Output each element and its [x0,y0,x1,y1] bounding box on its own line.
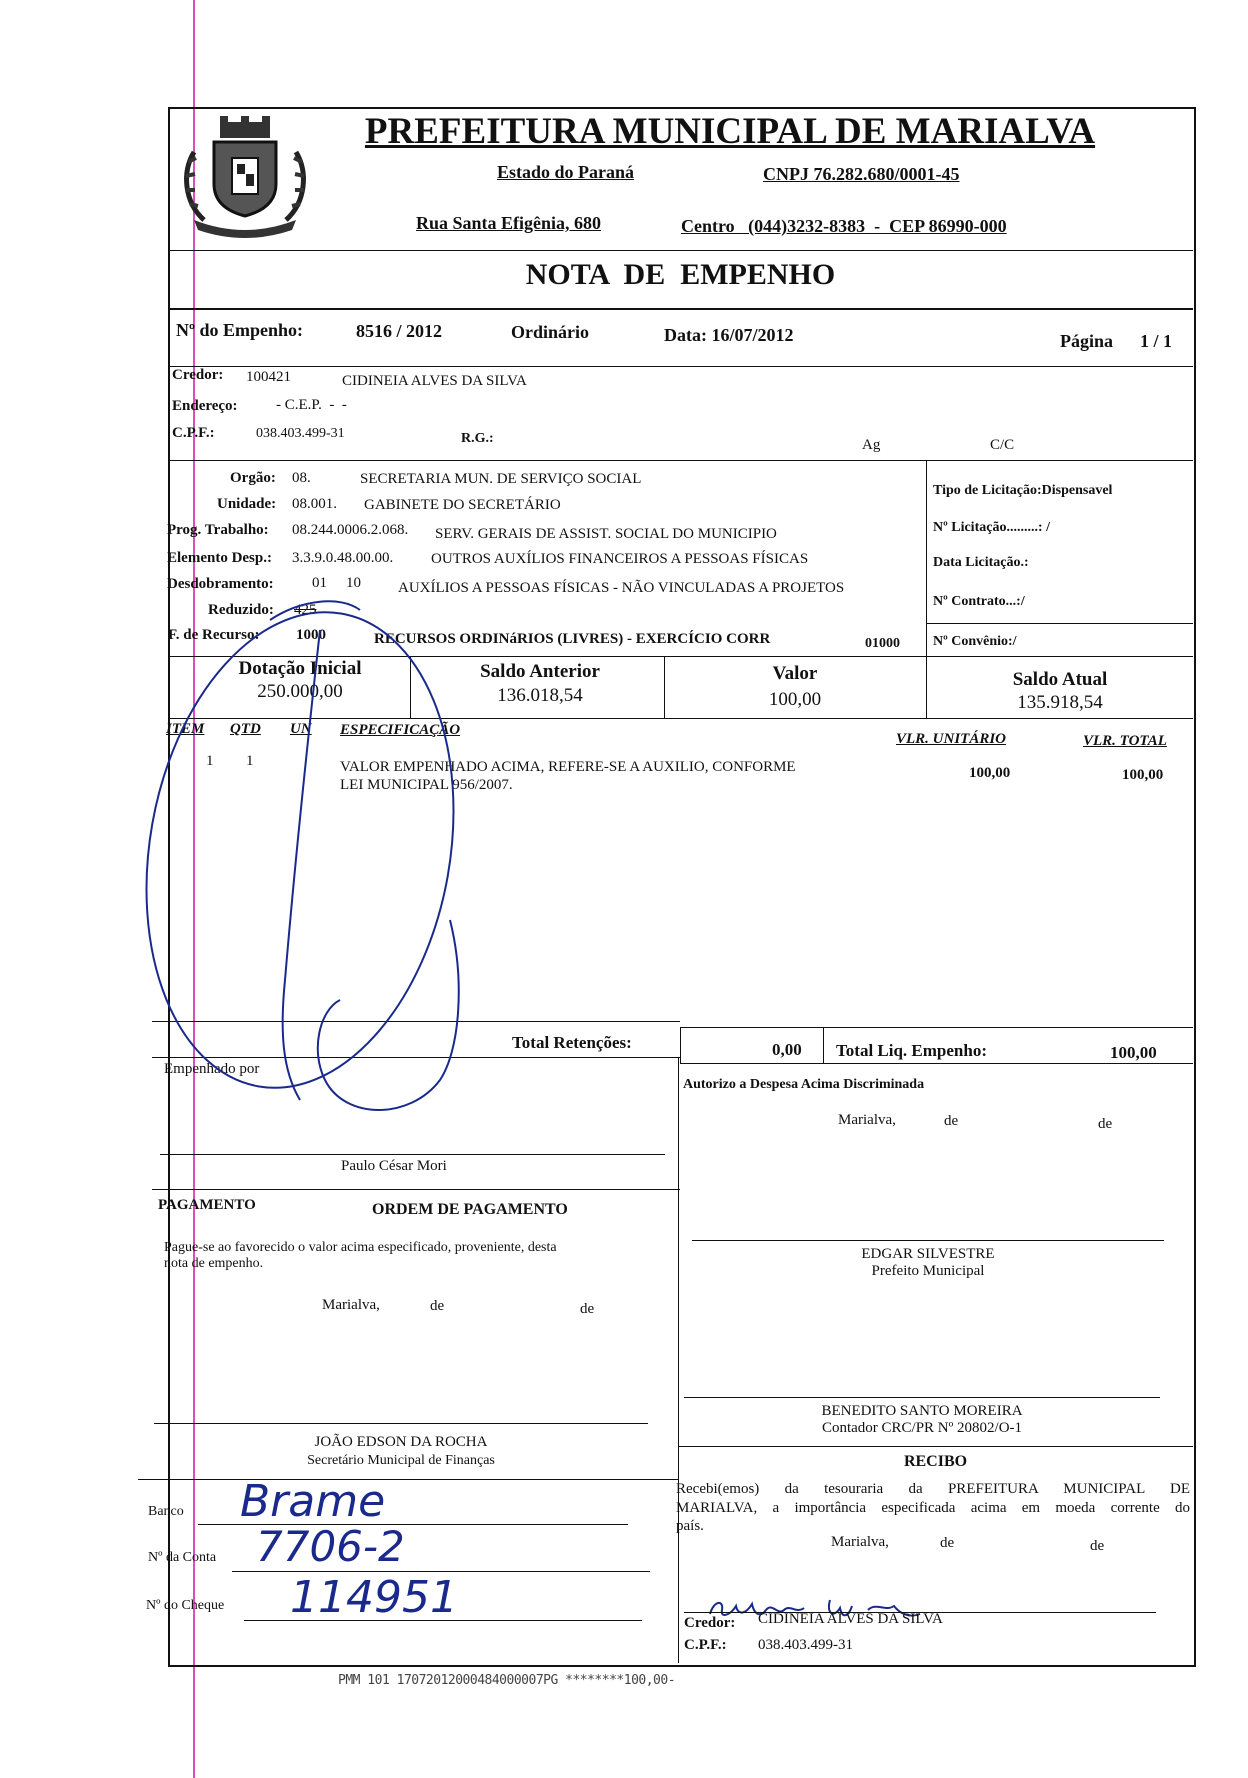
empenho-number: 8516 / 2012 [356,321,443,341]
empenho-type: Ordinário [511,322,590,342]
col-header-item: ITEM [166,721,205,737]
credor-code: 100421 [246,369,291,385]
banco-handwritten: Brame [240,1476,386,1527]
recibo-cpf-value: 038.403.499-31 [758,1637,853,1653]
orgao-label: Orgão: [230,470,276,486]
item-number: 1 [206,753,214,769]
reduzido-label: Reduzido: [208,602,274,618]
prog-trabalho-desc: SERV. GERAIS DE ASSIST. SOCIAL DO MUNICIPIO [435,526,777,542]
desdobramento-code2: 10 [346,575,361,591]
item-spec-line2: LEI MUNICIPAL 956/2007. [340,777,513,793]
total-retencoes-value: 0,00 [772,1040,802,1059]
recurso-code2: 01000 [865,636,900,651]
col-header-un: UN [290,721,312,737]
dotacao-label: Dotação Inicial [238,658,362,679]
cheque-label: Nº do Cheque [146,1598,225,1613]
cheque-handwritten: 114951 [290,1572,458,1623]
unidade-desc: GABINETE DO SECRETÁRIO [364,497,561,513]
recurso-code: 1000 [296,627,326,643]
saldo-atual-value: 135.918,54 [1017,692,1103,713]
total-liquido-label: Total Liq. Empenho: [836,1041,987,1060]
data-licitacao: Data Licitação.: [933,555,1029,570]
street-address: Rua Santa Efigênia, 680 [416,213,602,233]
credor-name: CIDINEIA ALVES DA SILVA [342,373,527,389]
recibo-place: Marialva, [831,1534,889,1550]
pagamento-text-line1: Pague-se ao favorecido o valor acima especificado, proveniente, desta [164,1240,557,1255]
conta-handwritten: 7706-2 [256,1522,405,1571]
total-retencoes-label: Total Retenções: [512,1033,632,1052]
empenhado-por-name: Paulo César Mori [341,1158,447,1174]
elemento-code: 3.3.9.0.48.00.00. [292,550,394,566]
empenho-label: Nº do Empenho: [176,320,303,340]
cpf-value: 038.403.499-31 [256,426,345,441]
numero-contrato: Nº Contrato...:/ [933,594,1025,609]
empenho-date: Data: 16/07/2012 [664,325,794,345]
recibo-credor-value: CIDINEIA ALVES DA SILVA [758,1611,943,1627]
pagamento-de1: de [430,1298,445,1314]
autorizo-de2: de [1098,1116,1113,1132]
recibo-text-line1: Recebi(emos) da tesouraria da PREFEITURA MUNICIPAL DE [676,1481,1190,1497]
numero-licitacao: Nº Licitação.........: / [933,520,1050,535]
conta-label: Nº da Conta [148,1550,217,1565]
unidade-code: 08.001. [292,496,337,512]
municipality-title: PREFEITURA MUNICIPAL DE MARIALVA [364,111,1096,152]
recibo-text-line3: país. [676,1518,704,1534]
endereco-value: - C.E.P. - - [276,397,347,413]
col-header-qtd: QTD [230,721,261,737]
saldo-atual-label: Saldo Atual [1012,669,1108,690]
recibo-credor-label: Credor: [684,1615,736,1631]
pagamento-place: Marialva, [322,1297,380,1313]
recurso-label: F. de Recurso: [168,627,260,643]
pagamento-de2: de [580,1301,595,1317]
desdobramento-code1: 01 [312,575,327,591]
coat-of-arms-logo [174,112,316,240]
prefeito-role: Prefeito Municipal [871,1263,985,1279]
account-label: C/C [990,437,1015,453]
page-label: Página [1060,331,1114,351]
contador-role: Contador CRC/PR Nº 20802/O-1 [821,1420,1023,1436]
elemento-desc: OUTROS AUXÍLIOS FINANCEIROS A PESSOAS FÍSICAS [431,551,809,567]
cnpj-number: CNPJ 76.282.680/0001-45 [763,164,960,184]
prefeito-name: EDGAR SILVESTRE [861,1246,995,1262]
recibo-cpf-label: C.P.F.: [684,1637,727,1653]
pagamento-text-line2: nota de empenho. [164,1256,264,1271]
state-name: Estado do Paraná [497,162,635,182]
autorizo-de1: de [944,1113,959,1129]
endereco-label: Endereço: [172,398,238,414]
item-spec-line1: VALOR EMPENHADO ACIMA, REFERE-SE A AUXILIO, CONFORME [340,759,796,775]
recurso-desc: RECURSOS ORDINáRIOS (LIVRES) - EXERCÍCIO CORR [374,631,771,647]
valor-value: 100,00 [768,689,822,710]
item-unit-value: 100,00 [969,765,1011,781]
recibo-text-line2: MARIALVA, a importância especificada acima em moeda corrente do [676,1500,1190,1516]
ordem-pagamento-title: ORDEM DE PAGAMENTO [372,1201,568,1218]
prog-trabalho-code: 08.244.0006.2.068. [292,522,409,538]
agency-label: Ag [862,437,881,453]
tipo-licitacao-text: Tipo de Licitação:Dispensavel [933,483,1113,498]
desdobramento-desc: AUXÍLIOS A PESSOAS FÍSICAS - NÃO VINCULADAS A PROJETOS [398,580,845,596]
unidade-label: Unidade: [217,496,277,512]
saldo-anterior-value: 136.018,54 [497,685,583,706]
district-phone-cep: Centro (044)3232-8383 - CEP 86990-000 [681,216,1007,236]
recibo-de2: de [1090,1538,1105,1554]
footer-machine-code: PMM 101 17072012000484000007PG ********100,00- [338,1673,676,1688]
page-number: 1 / 1 [1140,331,1173,351]
prog-trabalho-label: Prog. Trabalho: [167,522,269,538]
col-header-vlr-unitario: VLR. UNITÁRIO [896,731,1007,747]
secretario-role: Secretário Municipal de Finanças [307,1453,495,1468]
item-total-value: 100,00 [1122,767,1164,783]
total-liquido-value: 100,00 [1110,1043,1157,1062]
credor-label: Credor: [172,367,224,383]
desdobramento-label: Desdobramento: [167,576,274,592]
col-header-especificacao: ESPECIFICAÇÃO [340,722,461,738]
valor-label: Valor [772,663,818,684]
col-header-vlr-total: VLR. TOTAL [1083,733,1167,749]
elemento-label: Elemento Desp.: [167,550,272,566]
numero-convenio: Nº Convênio:/ [933,634,1017,649]
handwritten-rubric [110,600,490,1140]
dotacao-value: 250.000,00 [257,681,343,702]
contador-name: BENEDITO SANTO MOREIRA [821,1403,1023,1419]
empenhado-por-label: Empenhado por [164,1061,260,1077]
document-title: NOTA DE EMPENHO [525,258,836,291]
item-qtd: 1 [246,753,254,769]
pagamento-label: PAGAMENTO [158,1197,256,1213]
tipo-licitacao [933,483,1112,499]
banco-label: Banco [148,1504,184,1519]
orgao-code: 08. [292,470,311,486]
orgao-desc: SECRETARIA MUN. DE SERVIÇO SOCIAL [360,471,642,487]
saldo-anterior-label: Saldo Anterior [480,661,600,682]
recibo-title: RECIBO [903,1453,968,1470]
reduzido-value: 425 [294,602,317,618]
secretario-name: JOÃO EDSON DA ROCHA [314,1434,488,1450]
recibo-de1: de [940,1535,955,1551]
cpf-label: C.P.F.: [172,425,215,441]
autorizo-place: Marialva, [838,1112,896,1128]
rg-label: R.G.: [461,431,494,446]
autorizo-label: Autorizo a Despesa Acima Discriminada [683,1077,925,1092]
